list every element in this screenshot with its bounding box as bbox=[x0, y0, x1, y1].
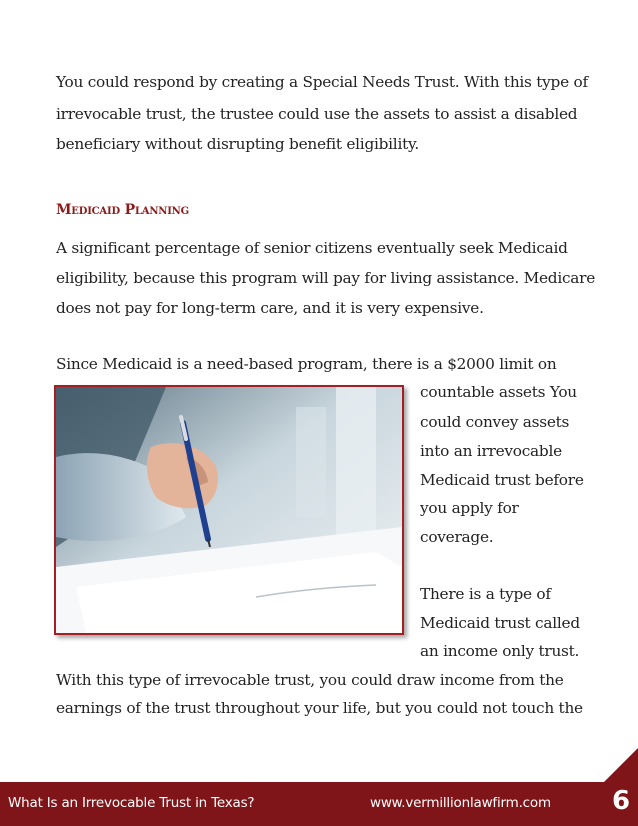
side-line-4: Medicaid trust before bbox=[420, 471, 584, 489]
closing-line-1: With this type of irrevocable trust, you could draw income from the bbox=[56, 671, 564, 689]
footer-corner-accent bbox=[604, 748, 638, 782]
medicaid-line-3: does not pay for long-term care, and it is very expensive. bbox=[56, 299, 484, 317]
intro-line-2: irrevocable trust, the trustee could use the assets to assist a disabled bbox=[56, 105, 578, 123]
side-line-5: you apply for bbox=[420, 499, 519, 517]
page-number: 6 bbox=[612, 786, 631, 816]
section-heading: Medicaid Planning bbox=[56, 202, 189, 218]
intro-line-3: beneficiary without disrupting benefit eligibility. bbox=[56, 135, 419, 153]
intro-line-1: You could respond by creating a Special Needs Trust. With this type of bbox=[56, 73, 588, 91]
limit-line: Since Medicaid is a need-based program, there is a $2000 limit on bbox=[56, 355, 557, 373]
medicaid-line-2: eligibility, because this program will pay for living assistance. Medicare bbox=[56, 269, 596, 287]
side-line-9: an income only trust. bbox=[420, 642, 580, 660]
closing-line-2: earnings of the trust throughout your life, but you could not touch the bbox=[56, 699, 583, 717]
side-line-3: into an irrevocable bbox=[420, 442, 562, 460]
medicaid-line-1: A significant percentage of senior citizens eventually seek Medicaid bbox=[56, 239, 568, 257]
footer-website-link[interactable]: www.vermillionlawfirm.com bbox=[370, 795, 551, 811]
side-line-7: There is a type of bbox=[420, 585, 551, 603]
side-line-6: coverage. bbox=[420, 528, 494, 546]
side-line-1: countable assets You bbox=[420, 383, 577, 401]
signing-document-photo bbox=[54, 385, 404, 635]
side-line-2: could convey assets bbox=[420, 413, 570, 431]
side-line-8: Medicaid trust called bbox=[420, 614, 580, 632]
footer-title: What Is an Irrevocable Trust in Texas? bbox=[8, 795, 255, 811]
